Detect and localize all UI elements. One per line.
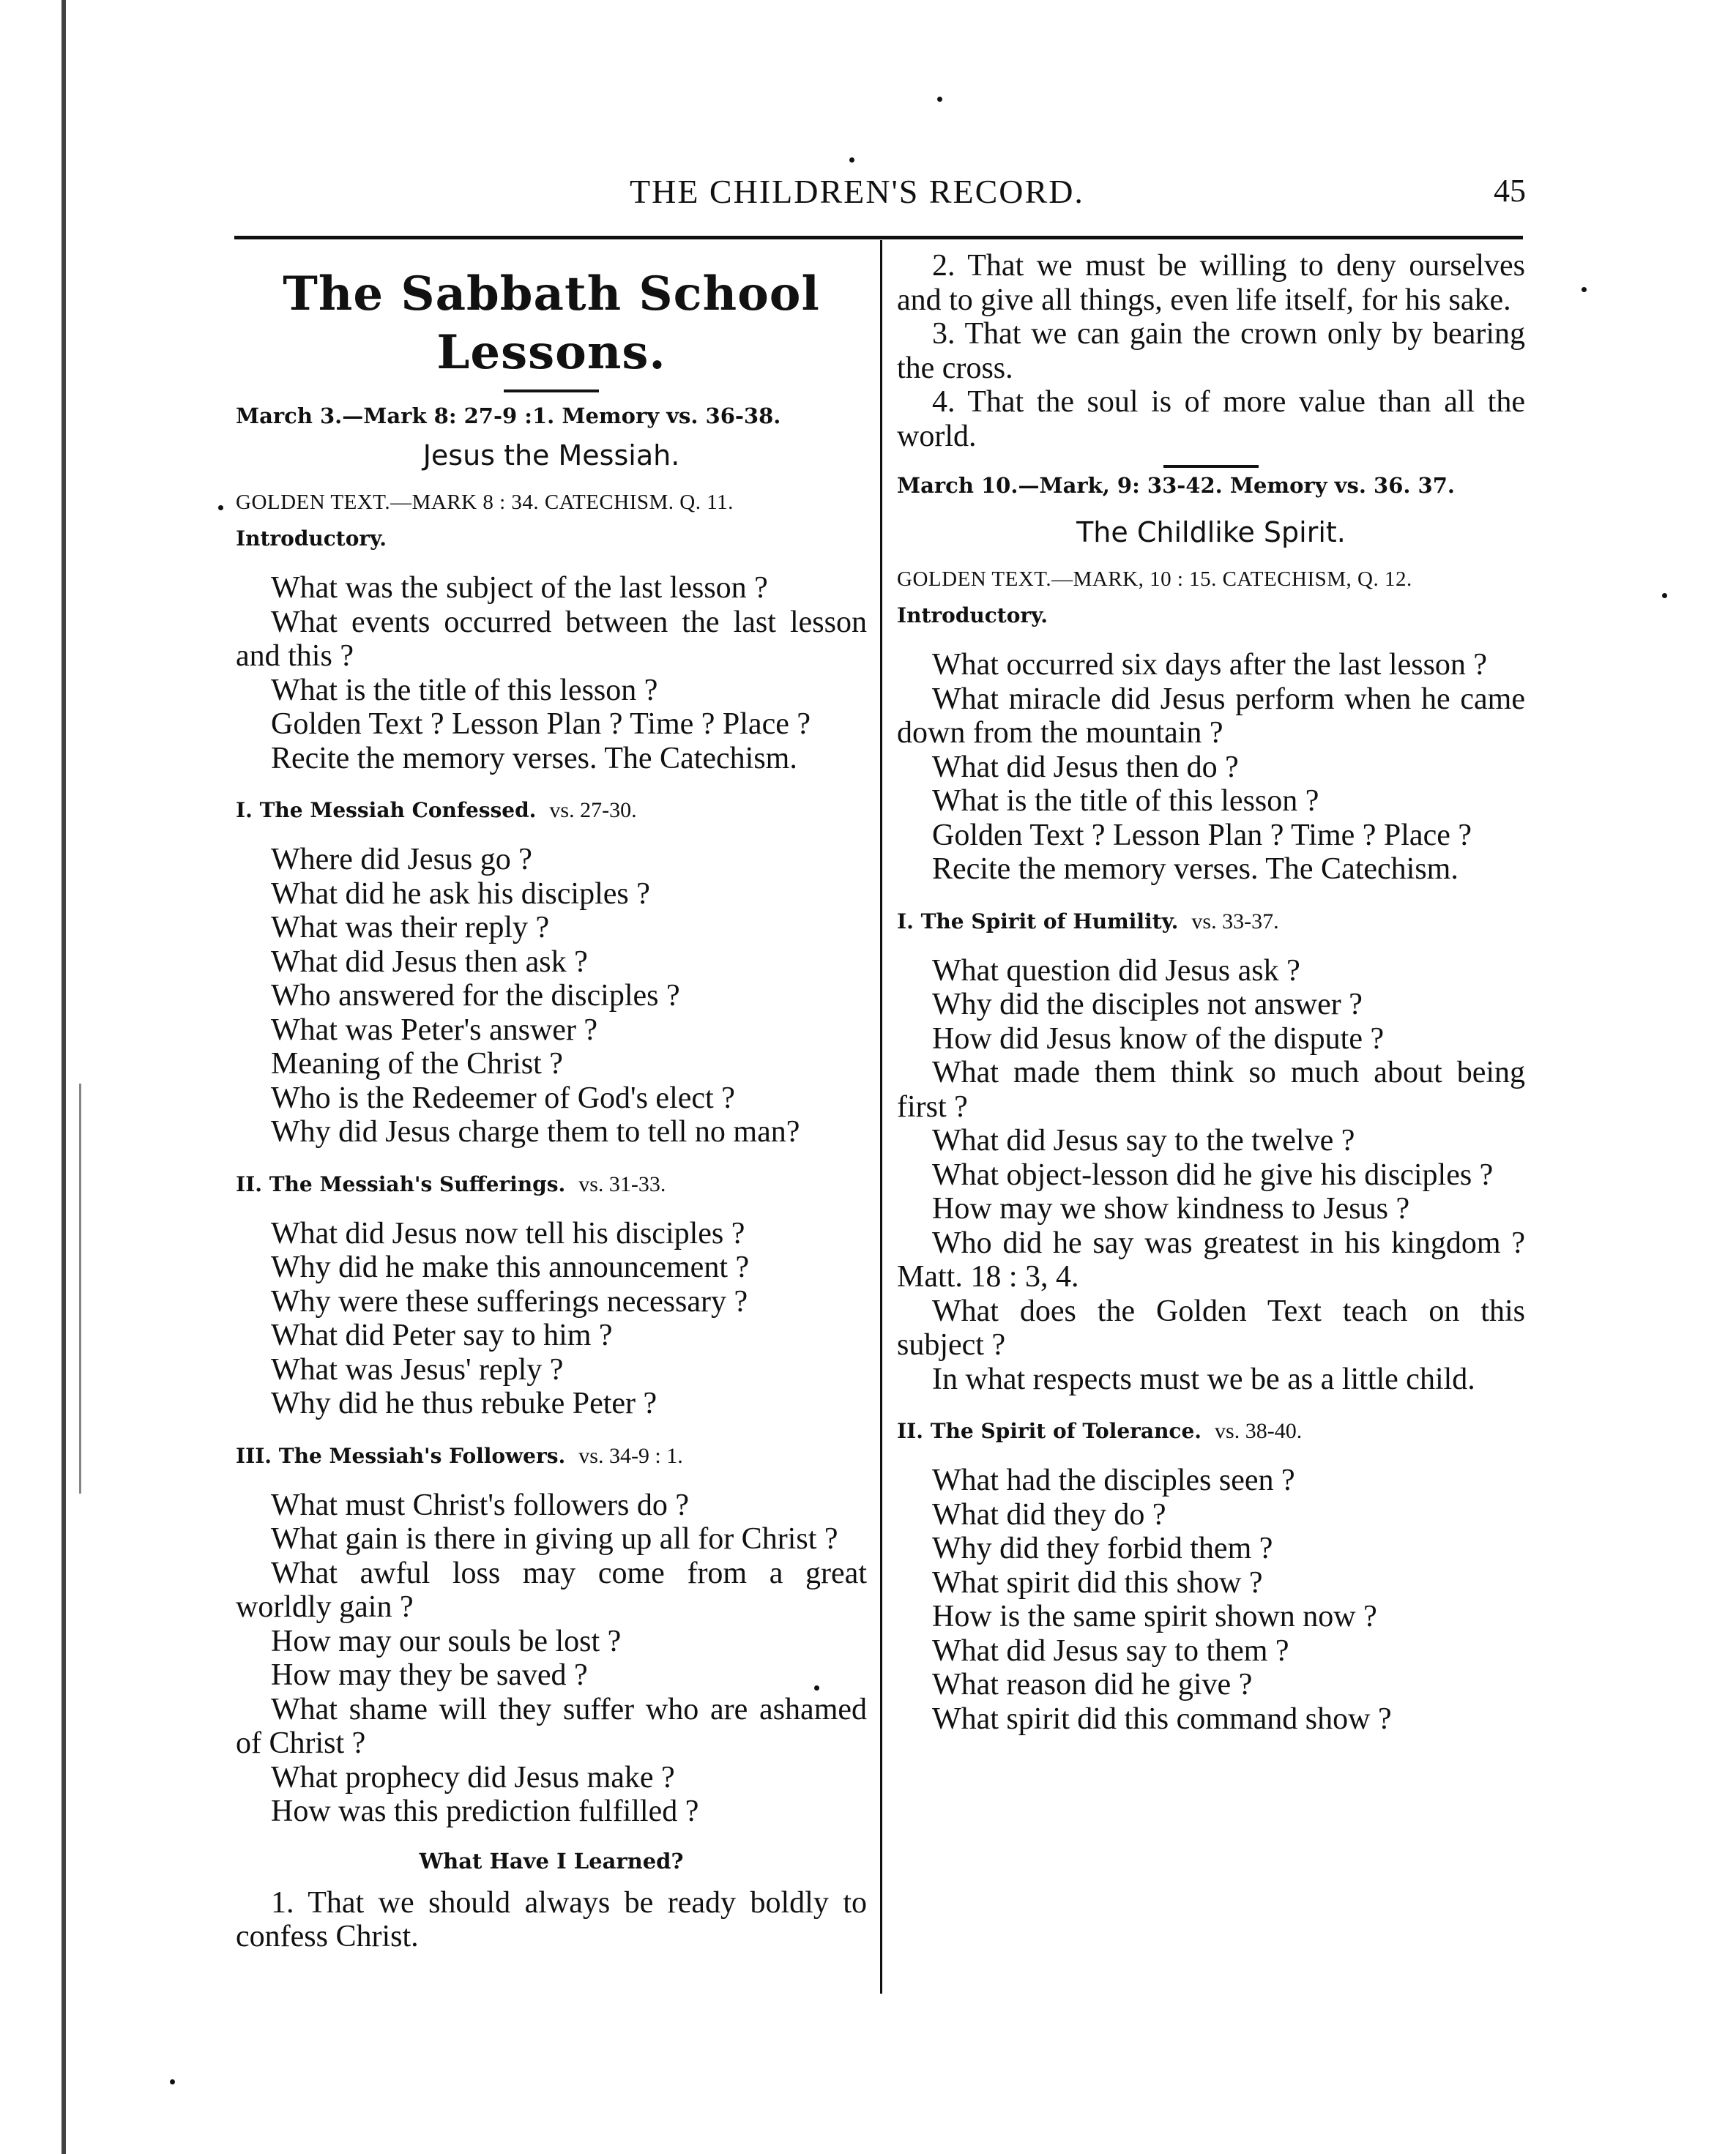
question: Why did they forbid them ? — [932, 1532, 1273, 1565]
question: What is the title of this lesson ? — [932, 784, 1319, 818]
question: What prophecy did Jesus make ? — [271, 1760, 675, 1795]
question: What spirit did this command show ? — [932, 1702, 1392, 1736]
question: Recite the memory verses. The Catechism. — [271, 741, 797, 775]
part-label: I. The Messiah Confessed. — [236, 798, 537, 822]
question: What events occurred between the last lesson and this ? — [236, 605, 867, 673]
question: In what respects must we be as a little child. — [932, 1362, 1475, 1396]
part-label: II. The Spirit of Tolerance. — [897, 1419, 1202, 1443]
question: Meaning of the Christ ? — [271, 1047, 563, 1081]
question: What is the title of this lesson ? — [271, 673, 658, 707]
print-speck — [1662, 593, 1667, 598]
page-header — [630, 172, 1538, 216]
learned-item: 1. That we should always be ready boldly to confess Christ. — [236, 1885, 867, 1953]
part-label: I. The Spirit of Humility. — [897, 909, 1179, 933]
question: Why did Jesus charge them to tell no man? — [271, 1115, 800, 1149]
question: Who did he say was greatest in his kingdom ? Matt. 18 : 3, 4. — [897, 1226, 1525, 1294]
lesson-title: The Childlike Spirit. — [1076, 516, 1346, 548]
lesson-title: Jesus the Messiah. — [422, 439, 680, 472]
question: Why did he thus rebuke Peter ? — [271, 1387, 657, 1420]
question: What did Peter say to him ? — [271, 1319, 613, 1352]
learned-heading: What Have I Learned? — [419, 1848, 684, 1874]
question: What was Peter's answer ? — [271, 1013, 598, 1047]
verse-range: vs. 34-9 : 1. — [578, 1443, 683, 1468]
verse-range: vs. 33-37. — [1191, 909, 1279, 933]
question: What had the disciples seen ? — [932, 1464, 1295, 1497]
question: Who answered for the disciples ? — [271, 979, 680, 1013]
question: Golden Text ? Lesson Plan ? Time ? Place ? — [271, 707, 811, 741]
question: What spirit did this show ? — [932, 1565, 1263, 1600]
question: What did Jesus say to them ? — [932, 1633, 1289, 1668]
question: What awful loss may come from a great worldly gain ? — [236, 1556, 867, 1624]
question: What occurred six days after the last lesson ? — [932, 648, 1488, 682]
question: What did Jesus now tell his disciples ? — [271, 1216, 745, 1251]
introductory-label: Introductory. — [897, 603, 1048, 627]
print-speck — [170, 2079, 175, 2084]
golden-text: GOLDEN TEXT.—MARK, 10 : 15. CATECHISM, Q. 12. — [897, 567, 1412, 591]
question: How did Jesus know of the dispute ? — [932, 1021, 1385, 1056]
question: What made them think so much about being first ? — [897, 1056, 1525, 1124]
question: What object-lesson did he give his disciples ? — [932, 1158, 1494, 1192]
running-title: THE CHILDREN'S RECORD. — [630, 173, 1084, 210]
column-divider — [880, 240, 882, 1994]
question: Why were these sufferings necessary ? — [271, 1284, 748, 1319]
part-heading — [236, 1170, 867, 1199]
lesson-heading: March 10.—Mark, 9: 33-42. Memory vs. 36. 37. — [897, 473, 1456, 498]
lesson-heading: March 3.—Mark 8: 27-9 :1. Memory vs. 36-38. — [236, 403, 781, 428]
question: How may they be saved ? — [271, 1658, 588, 1692]
section-title: The Sabbath School Lessons. — [283, 267, 820, 380]
question: What did he ask his disciples ? — [271, 876, 650, 911]
question: What gain is there in giving up all for Christ ? — [271, 1522, 838, 1556]
part-heading — [236, 1442, 867, 1471]
learned-item: 4. That the soul is of more value than all the world. — [897, 385, 1525, 453]
question: Recite the memory verses. The Catechism. — [932, 852, 1459, 886]
question: What was Jesus' reply ? — [271, 1352, 564, 1387]
learned-item: 3. That we can gain the crown only by bearing the cross. — [897, 317, 1525, 385]
print-speck — [849, 157, 854, 163]
question: Golden Text ? Lesson Plan ? Time ? Place ? — [932, 818, 1472, 852]
question: How is the same spirit shown now ? — [932, 1600, 1377, 1633]
question: What question did Jesus ask ? — [932, 953, 1300, 988]
title-rule — [504, 390, 599, 392]
left-column — [236, 249, 867, 1954]
print-speck — [937, 97, 942, 102]
question: Who is the Redeemer of God's elect ? — [271, 1081, 735, 1115]
lesson-separator-rule — [1163, 465, 1259, 468]
question: What did Jesus then ask ? — [271, 944, 588, 979]
question: How may we show kindness to Jesus ? — [932, 1192, 1410, 1226]
question: What did Jesus say to the twelve ? — [932, 1124, 1355, 1158]
question: What reason did he give ? — [932, 1668, 1253, 1702]
question: What was their reply ? — [271, 911, 550, 944]
question: What did Jesus then do ? — [932, 750, 1239, 784]
part-heading — [236, 796, 867, 825]
part-label: III. The Messiah's Followers. — [236, 1443, 566, 1468]
binding-edge — [62, 0, 66, 2154]
verse-range: vs. 27-30. — [549, 798, 637, 822]
question: Why did he make this announcement ? — [271, 1251, 750, 1284]
question: What does the Golden Text teach on this subject ? — [897, 1294, 1525, 1362]
page-number: 45 — [1494, 173, 1526, 209]
part-heading — [897, 907, 1525, 936]
golden-text: GOLDEN TEXT.—MARK 8 : 34. CATECHISM. Q. 11. — [236, 491, 734, 514]
introductory-label: Introductory. — [236, 526, 387, 551]
header-rule — [234, 236, 1523, 239]
question: How may our souls be lost ? — [271, 1624, 622, 1658]
question: Where did Jesus go ? — [271, 843, 532, 876]
learned-item: 2. That we must be willing to deny ourselves and to give all things, even life itself, for his sake. — [897, 249, 1525, 317]
question: What did they do ? — [932, 1497, 1166, 1532]
question: What shame will they suffer who are ashamed of Christ ? — [236, 1692, 867, 1760]
right-column — [897, 249, 1525, 1736]
question: How was this prediction fulfilled ? — [271, 1795, 699, 1828]
question: What was the subject of the last lesson ? — [271, 571, 768, 605]
print-speck — [1582, 287, 1587, 292]
verse-range: vs. 31-33. — [578, 1171, 666, 1196]
verse-range: vs. 38-40. — [1215, 1419, 1303, 1443]
question: What miracle did Jesus perform when he came down from the mountain ? — [897, 682, 1525, 750]
part-label: II. The Messiah's Sufferings. — [236, 1171, 566, 1196]
question: What must Christ's followers do ? — [271, 1488, 689, 1522]
binding-edge-mark — [79, 1084, 81, 1494]
print-speck — [218, 505, 223, 510]
question: Why did the disciples not answer ? — [932, 988, 1363, 1021]
part-heading — [897, 1417, 1525, 1446]
